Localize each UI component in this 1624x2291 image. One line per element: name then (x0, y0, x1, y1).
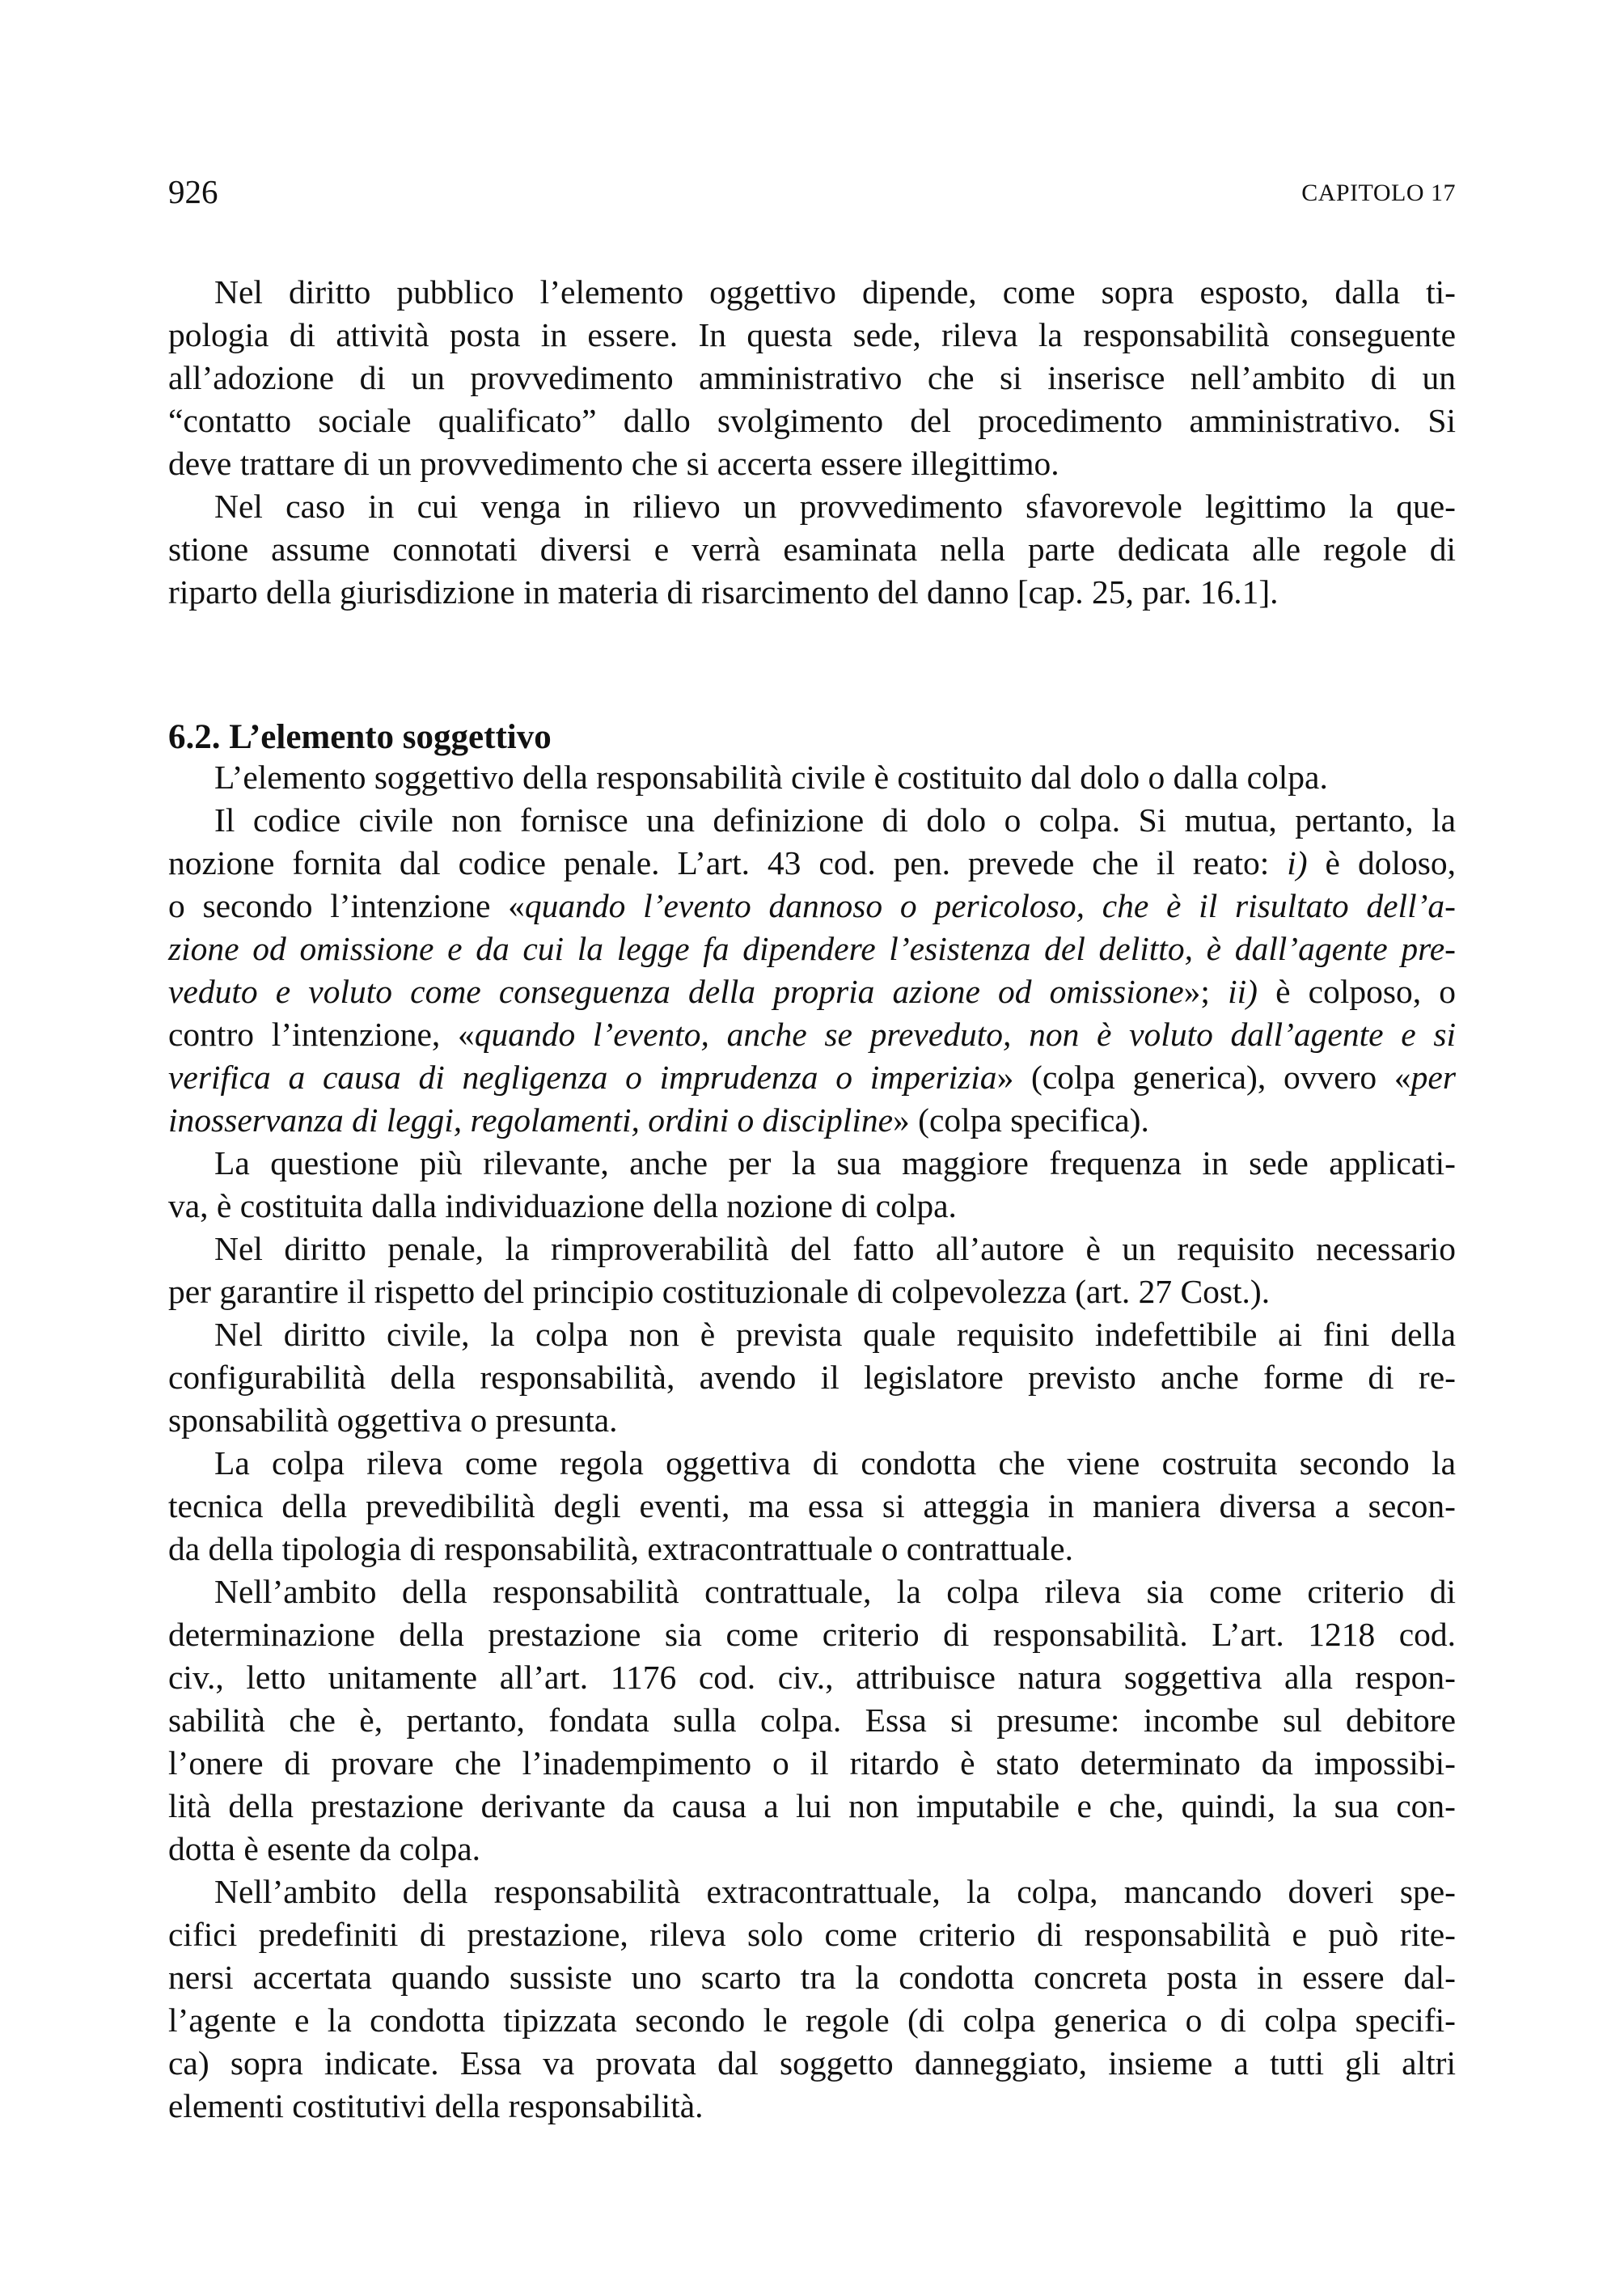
italic-quote: veduto e voluto come conseguenza della propria azione od omissione (168, 973, 1184, 1010)
text-line: riparto della giurisdizione in materia di risarcimento del danno [cap. 25, par. 16.1]. (168, 573, 1279, 611)
text-run: » (colpa specifica). (893, 1101, 1149, 1139)
text-line: per garantire il rispetto del principio costituzionale di colpevolezza (art. 27 Cost.). (168, 1273, 1271, 1310)
text-line: elementi costitutivi della responsabilità. (168, 2087, 704, 2124)
text-line: pologia di attività posta in essere. In questa sede, rileva la responsabilità conseguente (168, 316, 1456, 353)
text-line: sponsabilità oggettiva o presunta. (168, 1401, 618, 1439)
text-line: da della tipologia di responsabilità, extracontrattuale o contrattuale. (168, 1530, 1073, 1567)
italic-quote: quando l’evento, anche se preveduto, non è voluto dall’agente e si (474, 1016, 1457, 1053)
text-line: La colpa rileva come regola oggettiva di condotta che viene costruita secondo la (214, 1444, 1456, 1482)
text-run: »; (1183, 973, 1229, 1010)
text-line: Nel diritto civile, la colpa non è prevista quale requisito indefettibile ai fini della (214, 1316, 1456, 1353)
page-number: 926 (168, 173, 218, 210)
text-line: “contatto sociale qualificato” dallo svolgimento del procedimento amministrativo. Si (168, 402, 1456, 439)
paragraph (168, 1313, 1456, 1442)
text-line: configurabilità della responsabilità, avendo il legislatore previsto anche forme di re- (168, 1359, 1456, 1396)
paragraph (168, 1570, 1456, 1870)
italic-quote: per (1410, 1059, 1456, 1096)
text-line (168, 928, 1456, 970)
text-line (168, 1013, 1456, 1056)
text-line: Nel diritto pubblico l’elemento oggettivo dipende, come sopra esposto, dalla ti- (214, 273, 1456, 311)
paragraph-definition (168, 799, 1456, 1142)
italic-quote: inosservanza di leggi, regolamenti, ordini o discipline (168, 1101, 894, 1139)
text-run: è doloso, (1307, 844, 1456, 881)
text-run: o secondo l’intenzione « (168, 887, 525, 924)
text-line: civ., letto unitamente all’art. 1176 cod. civ., attribuisce natura soggettiva alla respon- (168, 1659, 1456, 1696)
paragraph (168, 271, 1456, 485)
text-line: La questione più rilevante, anche per la sua maggiore frequenza in sede applicati- (214, 1144, 1456, 1181)
italic-quote: quando l’evento dannoso o pericoloso, che è il risultato dell’a- (524, 887, 1456, 924)
chapter-label: CAPITOLO 17 (1301, 180, 1456, 206)
paragraph (168, 1442, 1456, 1570)
italic-quote: zione od omissione e da cui la legge fa dipendere l’esistenza del delitto, è dall’agente pre- (168, 930, 1456, 967)
text-run: è colposo, o (1257, 973, 1456, 1010)
section-heading: 6.2. L’elemento soggettivo (168, 717, 552, 756)
text-line: l’onere di provare che l’inadempimento o il ritardo è stato determinato da impossibi- (168, 1744, 1456, 1782)
text-line: tecnica della prevedibilità degli eventi, ma essa si atteggia in maniera diversa a secon- (168, 1487, 1456, 1524)
italic-run: i) (1287, 844, 1308, 881)
text-line: Nell’ambito della responsabilità extracontrattuale, la colpa, mancando doveri spe- (214, 1873, 1456, 1910)
text-line (168, 885, 1456, 928)
intro-text-block (168, 271, 1456, 614)
text-line: Nel diritto penale, la rimproverabilità del fatto all’autore è un requisito necessario (214, 1230, 1456, 1267)
section-text-block (168, 756, 1456, 2128)
text-line: lità della prestazione derivante da causa a lui non imputabile e che, quindi, la sua con- (168, 1787, 1456, 1824)
text-run: » (colpa generica), ovvero « (996, 1059, 1411, 1096)
running-head (1301, 175, 1456, 212)
text-line: L’elemento soggettivo della responsabilità civile è costituito dal dolo o dalla colpa. (214, 759, 1328, 796)
text-line: stione assume connotati diversi e verrà esaminata nella parte dedicata alle regole di (168, 530, 1456, 568)
text-line (168, 842, 1456, 885)
paragraph (168, 756, 1456, 799)
paragraph (168, 1228, 1456, 1313)
paragraph (168, 1870, 1456, 2128)
text-line (168, 1056, 1456, 1099)
text-line: determinazione della prestazione sia come criterio di responsabilità. L’art. 1218 cod. (168, 1616, 1456, 1653)
text-line: l’agente e la condotta tipizzata secondo le regole (di colpa generica o di colpa specifi- (168, 2001, 1456, 2039)
text-run: nozione fornita dal codice penale. L’art. 43 cod. pen. prevede che il reato: (168, 844, 1288, 881)
text-line: all’adozione di un provvedimento amministrativo che si inserisce nell’ambito di un (168, 359, 1456, 396)
text-line: deve trattare di un provvedimento che si accerta essere illegittimo. (168, 445, 1059, 482)
text-line: cifici predefiniti di prestazione, rileva solo come criterio di responsabilità e può rite- (168, 1916, 1456, 1953)
text-line (168, 1099, 1456, 1142)
text-line: dotta è esente da colpa. (168, 1830, 481, 1867)
text-line: Nel caso in cui venga in rilievo un provvedimento sfavorevole legittimo la que- (214, 488, 1456, 525)
text-line (168, 970, 1456, 1013)
text-line: va, è costituita dalla individuazione della nozione di colpa. (168, 1187, 957, 1224)
paragraph (168, 1142, 1456, 1228)
paragraph (168, 485, 1456, 614)
text-line: nersi accertata quando sussiste uno scarto tra la condotta concreta posta in essere dal- (168, 1959, 1456, 1996)
text-line: Il codice civile non fornisce una definizione di dolo o colpa. Si mutua, pertanto, la (214, 801, 1456, 839)
text-line: ca) sopra indicate. Essa va provata dal soggetto danneggiato, insieme a tutti gli altri (168, 2044, 1456, 2082)
text-run: contro l’intenzione, « (168, 1016, 475, 1053)
italic-quote: verifica a causa di negligenza o imprudenza o imperizia (168, 1059, 997, 1096)
text-line: Nell’ambito della responsabilità contrattuale, la colpa rileva sia come criterio di (214, 1573, 1456, 1610)
page-header (168, 171, 1456, 212)
italic-run: ii) (1228, 973, 1258, 1010)
text-line: sabilità che è, pertanto, fondata sulla colpa. Essa si presume: incombe sul debitore (168, 1701, 1456, 1739)
